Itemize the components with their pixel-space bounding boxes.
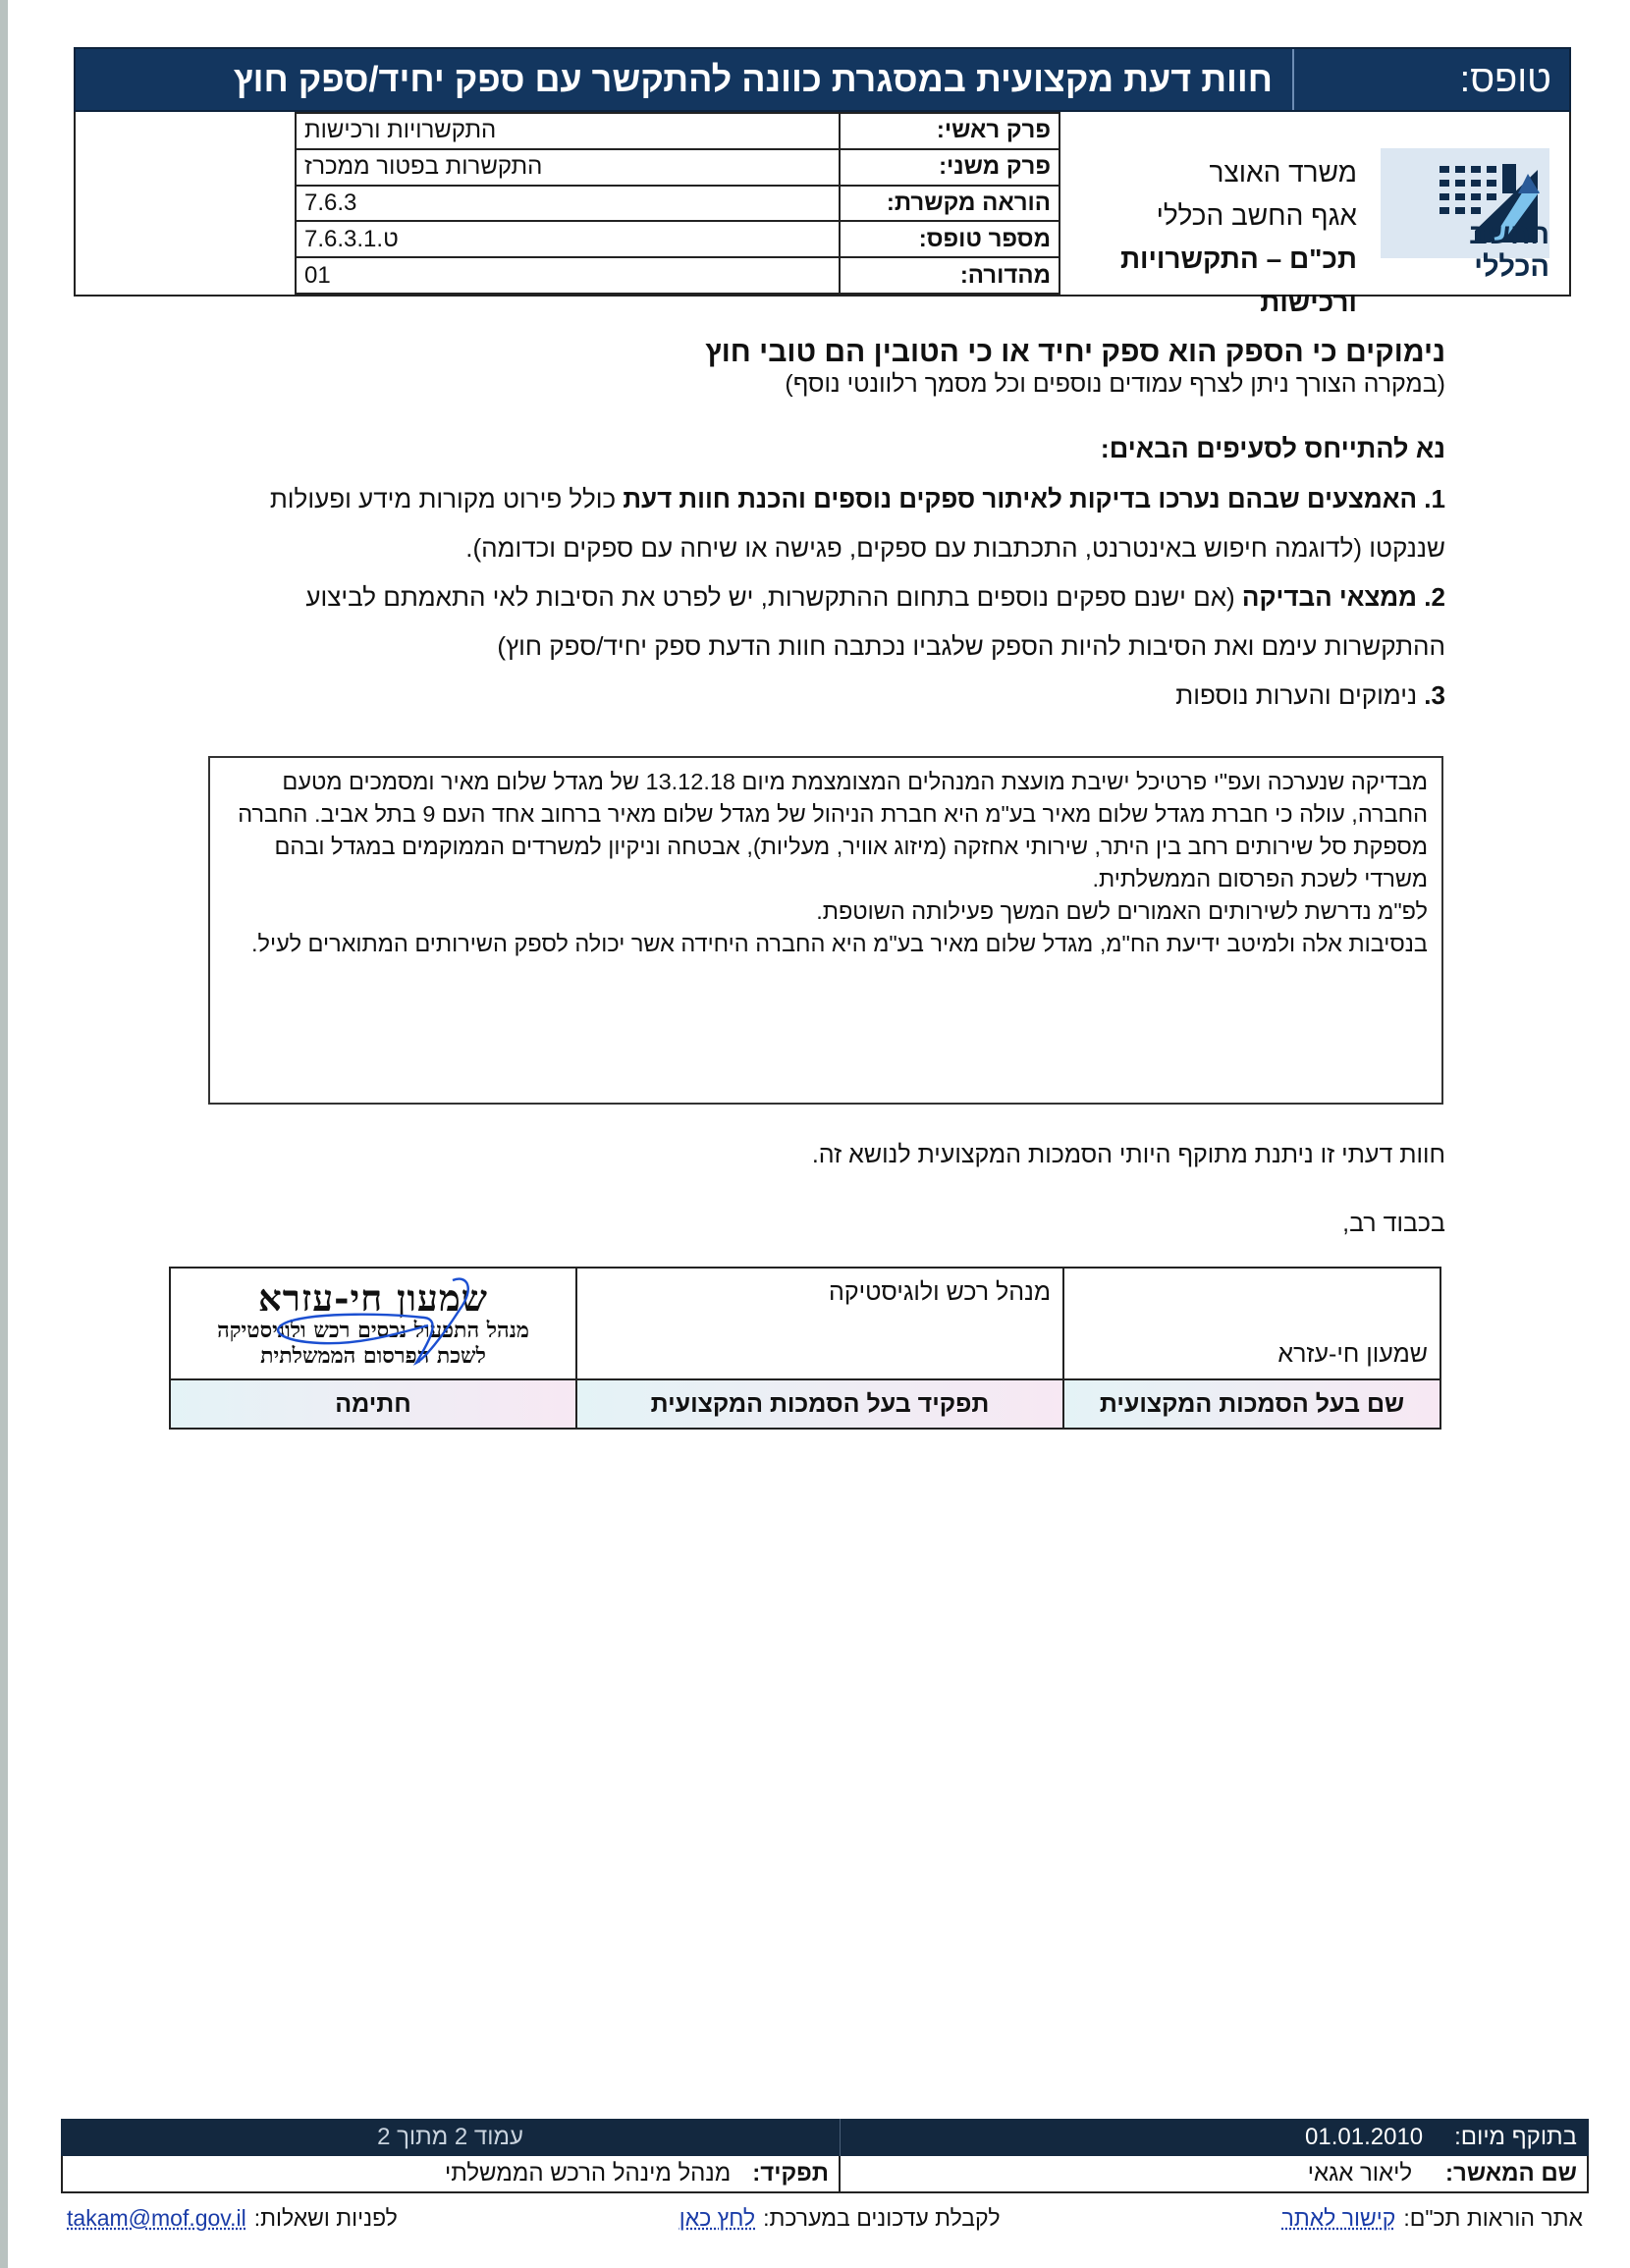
page-number: עמוד 2 מתוך 2 [61, 2119, 841, 2156]
header-signature: חתימה [170, 1379, 576, 1429]
meta-key: פרק ראשי: [840, 113, 1060, 149]
approver-role-label: תפקיד: [752, 2160, 829, 2187]
item-text: (אם ישנם ספקים נוספים בתחום ההתקשרות, יש לפרט את הסיבות לאי התאמתם לביצוע ההתקשרות עימם ואת הסיבות להיות הספק שלגביו נכתבה חוות הדעת ספק יחיד/ספק חוץ) [305, 582, 1445, 661]
item-text: נימוקים והערות נוספות [1175, 680, 1425, 710]
org-division: אגף החשב הכללי [1156, 200, 1357, 231]
signature-table [169, 1267, 1441, 1430]
header-authority-role: תפקיד בעל הסמכות המקצועית [576, 1379, 1063, 1429]
logo-text: החשב הכללי [1469, 219, 1549, 283]
stamp-name: שמעון חי-עזרא [258, 1276, 488, 1320]
form-footer [61, 2119, 1589, 2232]
instruction-item-3 [228, 671, 1445, 720]
instruction-heading: נא להתייחס לסעיפים הבאים: [1100, 434, 1445, 463]
instruction-item-2 [228, 572, 1445, 671]
justification-paragraph: לפ"מ נדרשת לשירותים האמורים לשם המשך פעילותה השוטפת. [816, 898, 1428, 924]
meta-key: פרק משני: [840, 149, 1060, 186]
form-meta-table [295, 112, 1060, 295]
justification-paragraph: מבדיקה שנערכה ועפ"י פרטיכל ישיבת מועצת המנהלים המצומצמת מיום 13.12.18 של מגדל שלום מאיר ומסמכים מטעם החברה, עולה כי חברת מגדל שלום מאיר בע"מ היא חברת הניהול של מגדל שלום מאיר ברחוב אחד העם 9 בתל אביב. החברה מספקת סל שירותים רחב בין היתר, שירותי אחזקה (מיזוג אוויר, מעליות), אבטחה וניקיון למשרדים הממוקמים במגדל ובהם משרדי לשכת הפרסום הממשלתית. [238, 769, 1428, 891]
contact-email-link[interactable]: takam@mof.gov.il [67, 2205, 246, 2231]
meta-row [296, 257, 1060, 294]
meta-row [296, 113, 1060, 149]
stamp-role: מנהל התפעול נכסים רכש ולוגיסטיקה [217, 1318, 529, 1343]
scan-edge [0, 0, 8, 2268]
contact-label: לפניות ושאלות: [253, 2205, 398, 2231]
updates-label: לקבלת עדכונים במערכת: [763, 2205, 1001, 2231]
approver-name: ליאור אגאי [1307, 2160, 1413, 2187]
header-authority-name: שם בעל הסמכות המקצועית [1063, 1379, 1440, 1429]
section-heading: נימוקים כי הספק הוא ספק יחיד או כי הטובין הם טובי חוץ [705, 336, 1445, 368]
meta-row [296, 221, 1060, 257]
authority-name-cell: שמעון חי-עזרא [1063, 1268, 1440, 1379]
valid-from-label: בתוקף מיום: [1454, 2124, 1577, 2150]
organization-block [1060, 112, 1361, 317]
item-bold-text: ממצאי הבדיקה [1241, 582, 1418, 612]
accountant-general-logo-icon [1381, 148, 1549, 283]
org-ministry: משרד האוצר [1209, 157, 1357, 188]
form-title: חוות דעת מקצועית במסגרת כוונה להתקשר עם ספק יחיד/ספק חוץ [233, 59, 1273, 99]
authority-role-cell: מנהל רכש ולוגיסטיקה [576, 1268, 1063, 1379]
meta-value: התקשרויות ורכישות [296, 113, 840, 149]
item-number: 1. [1424, 484, 1445, 513]
item-number: 3. [1424, 680, 1445, 710]
regards: בכבוד רב, [1342, 1210, 1445, 1237]
meta-key: מהדורה: [840, 257, 1060, 294]
closing-statement: חוות דעתי זו ניתנת מתוקף היותי הסמכות המקצועית לנושא זה. [811, 1141, 1445, 1168]
org-unit: תכ"ם – התקשרויות ורכישות [1119, 243, 1357, 317]
site-label: אתר הוראות תכ"ם: [1403, 2205, 1583, 2231]
form-label: טופס: [1292, 49, 1569, 110]
justification-paragraph: בנסיבות אלה ולמיטב ידיעת הח"מ, מגדל שלום מאיר בע"מ היא החברה היחידה אשר יכולה לספק השירותים המתוארים לעיל. [251, 931, 1428, 956]
handwritten-signature-icon [232, 1274, 546, 1373]
meta-value: 01 [296, 257, 840, 294]
meta-key: מספר טופס: [840, 221, 1060, 257]
valid-from-date: 01.01.2010 [1305, 2124, 1424, 2150]
item-text: כולל פירוט מקורות מידע ופעולות שננקטו (לדוגמה חיפוש באינטרנט, התכתבות עם ספקים, פגישה או שיחה עם ספקים וכדומה). [269, 484, 1445, 563]
item-number: 2. [1424, 582, 1445, 612]
header-bar [74, 47, 1571, 112]
stamp-unit: לשכת הפרסום הממשלתית [260, 1343, 486, 1369]
meta-key: הוראה מקשרת: [840, 186, 1060, 222]
site-link[interactable]: קישור לאתר [1281, 2205, 1396, 2231]
justification-text-box[interactable] [208, 756, 1443, 1105]
section-subheading: (במקרה הצורך ניתן לצרף עמודים נוספים וכל מסמך רלוונטי נוסף) [785, 370, 1445, 398]
form-header [74, 47, 1571, 317]
meta-value: 7.6.3 [296, 186, 840, 222]
official-stamp [183, 1278, 564, 1369]
meta-value: התקשרות בפטור ממכרז [296, 149, 840, 186]
item-bold-text: האמצעים שבהם נערכו בדיקות לאיתור ספקים נוספים והכנת חוות דעת [623, 484, 1418, 513]
signature-cell [170, 1268, 576, 1379]
updates-link[interactable]: לחץ כאן [679, 2205, 756, 2231]
meta-row [296, 186, 1060, 222]
approver-role: מנהל מינהל הרכש הממשלתי [445, 2160, 732, 2187]
instruction-item-1 [228, 474, 1445, 572]
approver-label: שם המאשר: [1445, 2160, 1577, 2187]
meta-row [296, 149, 1060, 186]
meta-value: ט.7.6.3.1 [296, 221, 840, 257]
